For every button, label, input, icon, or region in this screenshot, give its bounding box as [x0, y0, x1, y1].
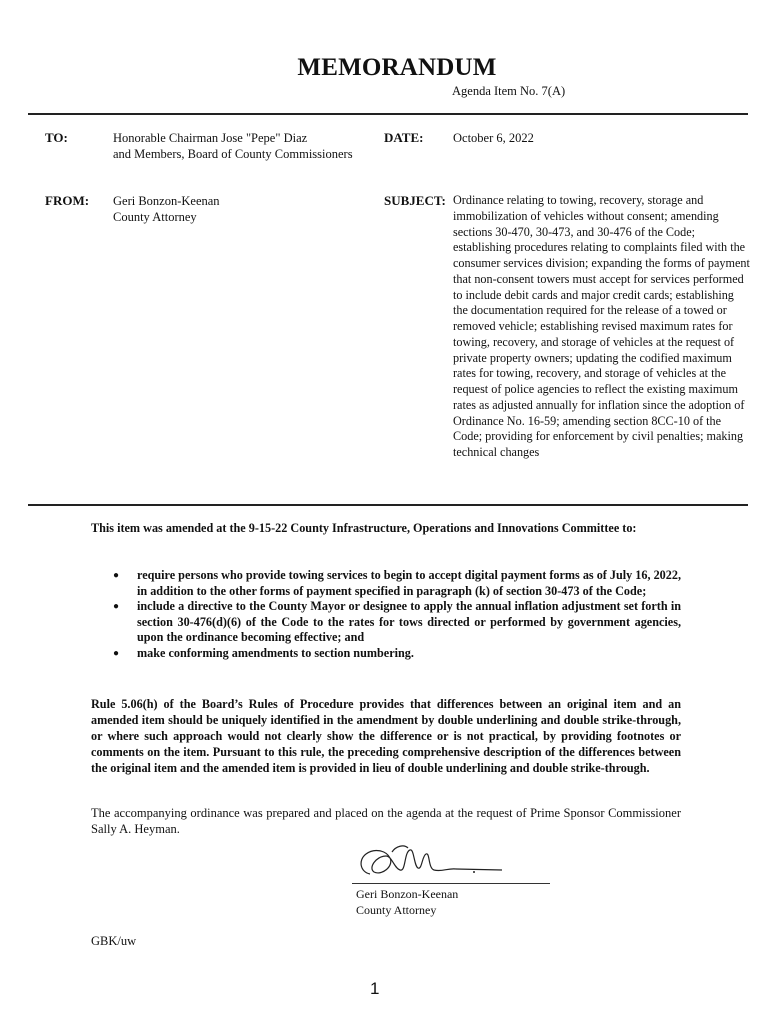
list-item-text: require persons who provide towing services to begin to accept digital payment forms as of July 16, 2022, in addition to the other forms of payment specified in paragraph (k) of section 30-473 of the Code;	[137, 568, 682, 598]
subject-label: SUBJECT:	[384, 193, 446, 208]
top-divider	[28, 113, 748, 115]
header-bottom-divider	[28, 504, 748, 506]
signatory-name: Geri Bonzon-Keenan	[356, 887, 459, 901]
list-item	[91, 568, 681, 599]
from-label: FROM:	[45, 193, 90, 208]
accompanying-paragraph: The accompanying ordinance was prepared and placed on the agenda at the request of Prime Sponsor Commissioner Sally A. Heyman.	[91, 806, 681, 836]
list-item-text: make conforming amendments to section numbering.	[137, 645, 414, 660]
to-recipient	[113, 130, 353, 162]
page-number: 1	[370, 979, 380, 998]
to-line-2: and Members, Board of County Commissioners	[113, 147, 353, 161]
list-item-text: include a directive to the County Mayor or designee to apply the annual inflation adjustment set forth in section 30-476(d)(6) of the Code to the rates for tows directed or performed by government agencies, upon the ordinance becoming effective; and	[137, 599, 681, 645]
from-sender	[113, 193, 220, 225]
rule-paragraph: Rule 5.06(h) of the Board’s Rules of Procedure provides that differences between an original item and an amended item should be uniquely identified in the amendment by double underlining and double strike-through, or where such approach would not clearly show the difference or is not practical, by providing footnotes or comments on the item. Pursuant to this rule, the preceding comprehensive description of the differences between the original item and the amended item is provided in lieu of double underlining and double strike-through.	[91, 697, 681, 775]
from-line-2: County Attorney	[113, 210, 197, 224]
list-item	[91, 599, 681, 646]
amendment-list	[91, 568, 681, 662]
bullet-icon: ●	[113, 601, 120, 613]
date-label: DATE:	[384, 130, 424, 145]
signatory-block	[356, 886, 458, 918]
typist-initials: GBK/uw	[91, 934, 137, 948]
subject-text: Ordinance relating to towing, recovery, storage and immobilization of vehicles without consent; amending sections 30-470, 30-473, and 30-476 of the Code; establishing procedures relating to complaints filed with the consumer services division; expanding the forms of payment that non-consent towers must accept for services performed to include debit cards and major credit cards; establishing the documentation required for the release of a towed or removed vehicle; establishing revised maximum rates for towing, recovery, and storage of vehicles at the request of private property owners; updating the codified maximum rates for towing, recovery, and storage of vehicles at the request of police agencies to reflect the existing maximum rates as adjusted annually for inflation since the adoption of Ordinance No. 16-59; amending section 8CC-10 of the Code; providing for enforcement by civil penalties; making technical changes	[453, 193, 750, 459]
amendment-intro: This item was amended at the 9-15-22 County Infrastructure, Operations and Innovations Committee to:	[91, 521, 637, 535]
from-line-1: Geri Bonzon-Keenan	[113, 194, 220, 208]
bullet-icon: ●	[113, 647, 120, 659]
memo-title: MEMORANDUM	[297, 54, 497, 81]
to-label: TO:	[45, 130, 68, 145]
bullet-icon: ●	[113, 570, 120, 581]
date-value: October 6, 2022	[453, 131, 534, 145]
signature-image	[352, 842, 552, 886]
agenda-item-number: Agenda Item No. 7(A)	[452, 84, 566, 98]
signatory-title: County Attorney	[356, 903, 437, 917]
signature-line	[352, 883, 550, 884]
to-line-1: Honorable Chairman Jose "Pepe" Diaz	[113, 131, 308, 145]
list-item	[91, 646, 681, 662]
